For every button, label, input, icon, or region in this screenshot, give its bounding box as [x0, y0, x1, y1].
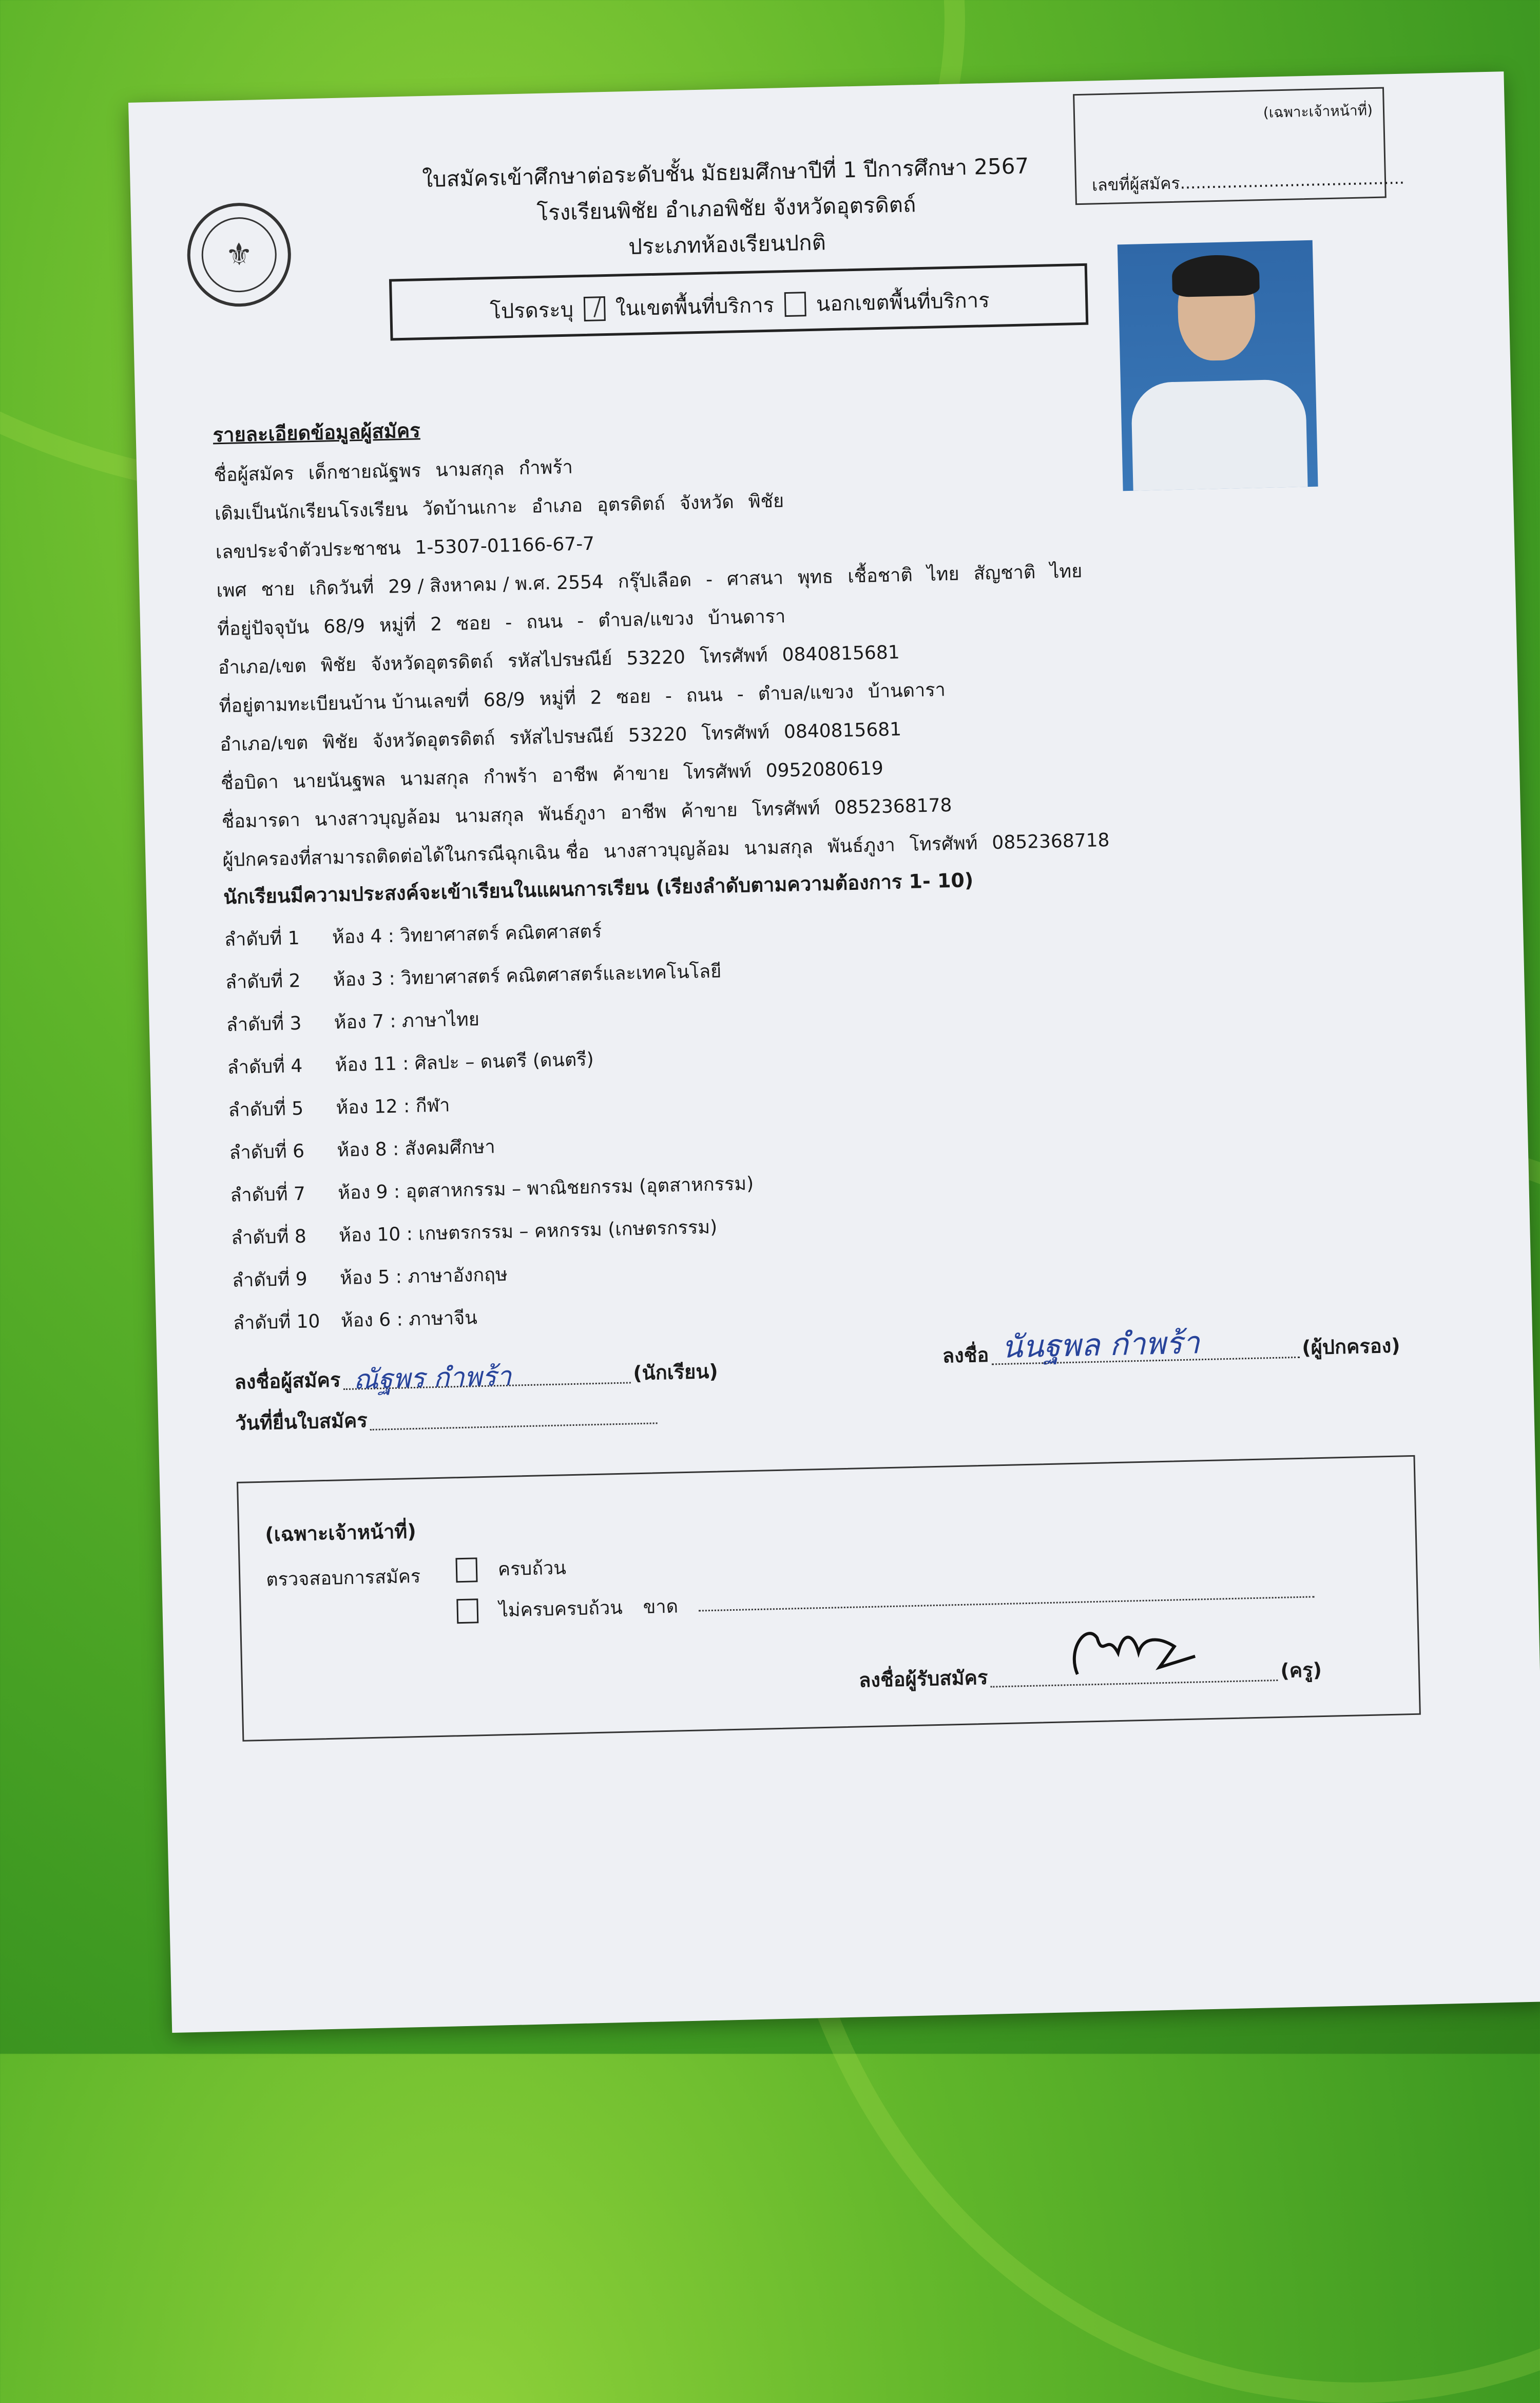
preference-item	[227, 1044, 594, 1082]
complete-checkbox[interactable]	[455, 1557, 477, 1582]
preference-rank: ลำดับที่ 8	[230, 1226, 307, 1249]
detail-text: ค้าขาย	[612, 762, 669, 785]
detail-text: 0952080619	[765, 757, 884, 782]
applicant-signature: ณัฐพร กำพร้า	[353, 1361, 512, 1396]
details-title: รายละเอียดข้อมูลผู้สมัคร	[213, 419, 421, 447]
class-type: ประเภทห้องเรียนปกติ	[628, 230, 826, 259]
detail-text: กรุ๊ปเลือด	[618, 569, 692, 593]
detail-line	[220, 753, 898, 797]
applicant-signature-field[interactable]	[343, 1361, 630, 1396]
incomplete-label: ไม่ครบครบถ้วน	[498, 1597, 623, 1622]
detail-text: อำเภอ/เขต	[218, 655, 307, 679]
applicant-signature-row	[234, 1356, 718, 1398]
detail-text: 2	[430, 614, 442, 635]
detail-text: โทรศัพท์	[683, 760, 752, 784]
office-check-title: (เฉพาะเจ้าหน้าที่)	[264, 1520, 417, 1546]
date-row	[235, 1398, 658, 1439]
office-use-box	[1073, 87, 1405, 205]
preference-item	[231, 1212, 718, 1252]
guardian-signature: นันฐพล กำพร้า	[1001, 1325, 1200, 1366]
detail-text: นางสาวบุญล้อม	[314, 806, 441, 831]
in-area-label: ในเขตพื้นที่บริการ	[615, 293, 775, 321]
preference-rank: ลำดับที่ 7	[229, 1183, 306, 1207]
detail-text: 29 / สิงหาคม / พ.ศ. 2554	[388, 571, 604, 598]
receiver-signature	[1056, 1615, 1211, 1690]
preference-item	[225, 956, 722, 997]
detail-text: กำพร้า	[518, 456, 573, 479]
detail-text: ศาสนา	[726, 567, 784, 590]
detail-text: โทรศัพท์	[699, 645, 768, 668]
date-field[interactable]	[370, 1413, 658, 1431]
detail-text: สัญชาติ	[973, 562, 1036, 584]
detail-text: 1-5307-01166-67-7	[414, 533, 595, 559]
detail-line	[220, 714, 916, 759]
detail-text: จังหวัดอุตรดิตถ์	[370, 651, 494, 675]
preference-room: ห้อง 7 : ภาษาไทย	[334, 1008, 480, 1034]
detail-text: อาชีพ	[551, 764, 599, 787]
check-label: ตรวจสอบการสมัคร	[265, 1566, 421, 1591]
detail-text: อำเภอ/เขต	[219, 732, 309, 756]
detail-text: จังหวัดอุตรดิตถ์	[372, 728, 495, 752]
preference-room: ห้อง 9 : อุตสาหกรรม – พาณิชยกรรม (อุตสาหกรรม)	[337, 1173, 754, 1204]
preference-rank: ลำดับที่ 4	[227, 1055, 303, 1079]
detail-text: พุทธ	[797, 566, 834, 588]
detail-text: พิชัย	[322, 731, 359, 753]
detail-text: ชื่อผู้สมัคร	[214, 463, 295, 486]
detail-text: นามสกุล	[435, 458, 505, 481]
detail-text: -	[665, 685, 672, 707]
preference-room: ห้อง 6 : ภาษาจีน	[340, 1307, 478, 1332]
applicant-signature-label: ลงชื่อผู้สมัคร	[234, 1368, 341, 1394]
preference-rank: ลำดับที่ 10	[233, 1311, 320, 1334]
detail-text: ชื่อมารดา	[221, 809, 301, 833]
date-label: วันที่ยื่นใบสมัคร	[235, 1409, 368, 1435]
detail-text: ไทย	[1049, 561, 1083, 583]
in-area-checkbox[interactable]	[584, 296, 606, 321]
out-area-label: นอกเขตพื้นที่บริการ	[816, 289, 990, 316]
preference-rank: ลำดับที่ 2	[225, 970, 301, 994]
preference-item	[224, 917, 602, 955]
detail-text: พันธ์ภูงา	[827, 834, 896, 857]
preference-rank: ลำดับที่ 6	[228, 1140, 305, 1164]
preference-item	[229, 1132, 495, 1167]
detail-text: ผู้ปกครองที่สามารถติดต่อได้ในกรณีฉุกเฉิน ชื่อ	[222, 842, 590, 871]
preference-rank: ลำดับที่ 9	[232, 1268, 308, 1291]
detail-text: เด็กชายณัฐพร	[308, 460, 421, 484]
guardian-role: (ผู้ปกครอง)	[1301, 1334, 1401, 1359]
preference-room: ห้อง 3 : วิทยาศาสตร์ คณิตศาสตร์และเทคโนโลยี	[333, 961, 722, 991]
detail-text: โทรศัพท์	[752, 797, 820, 821]
detail-text: ชาย	[261, 578, 295, 601]
detail-text: บ้านดารา	[868, 679, 946, 702]
incomplete-checkbox[interactable]	[456, 1598, 478, 1624]
school-emblem-icon: ⚜	[201, 217, 277, 293]
receiver-label: ลงชื่อผู้รับสมัคร	[858, 1666, 988, 1692]
detail-text: พันธ์ภูงา	[538, 803, 607, 826]
detail-text: 0840815681	[783, 719, 902, 743]
preference-item	[230, 1169, 754, 1210]
detail-text: ถนน	[686, 684, 723, 707]
preference-room: ห้อง 12 : กีฬา	[336, 1095, 450, 1119]
detail-text: นามสกุล	[399, 767, 470, 790]
preference-rank: ลำดับที่ 3	[226, 1013, 302, 1036]
detail-text: -	[576, 611, 584, 632]
detail-text: จังหวัด	[679, 491, 735, 514]
detail-text: -	[737, 684, 744, 705]
detail-line	[215, 486, 799, 528]
preference-item	[228, 1090, 450, 1124]
detail-text: หมู่ที่	[539, 688, 576, 710]
detail-text: อุตรดิตถ์	[596, 493, 666, 516]
detail-text: 68/9	[483, 689, 526, 711]
detail-text: ที่อยู่ตามทะเบียนบ้าน บ้านเลขที่	[219, 690, 470, 717]
detail-text: บ้านดารา	[707, 606, 786, 629]
form-title: ใบสมัครเข้าศึกษาต่อระดับชั้น มัธยมศึกษาปีที่ 1 ปีการศึกษา 2567	[422, 153, 1029, 193]
guardian-signature-field[interactable]	[991, 1325, 1299, 1366]
detail-text: 2	[590, 687, 603, 709]
preference-item	[226, 1004, 479, 1039]
out-area-checkbox[interactable]	[784, 292, 806, 317]
detail-text: ตำบล/แขวง	[758, 681, 854, 705]
office-use-label: (เฉพาะเจ้าหน้าที่)	[1263, 102, 1373, 121]
detail-text: 0852368178	[834, 794, 952, 819]
detail-text: 68/9	[323, 615, 365, 638]
school-name: โรงเรียนพิชัย อำเภอพิชัย จังหวัดอุตรดิตถ์	[536, 192, 916, 225]
detail-text: พิชัย	[320, 654, 357, 676]
application-form	[128, 71, 1540, 2033]
detail-text: หมู่ที่	[379, 614, 416, 637]
detail-text: ตำบล/แขวง	[598, 608, 694, 632]
detail-text: ไทย	[927, 563, 960, 585]
preference-rank: ลำดับที่ 5	[228, 1098, 304, 1121]
school-seal	[186, 202, 293, 308]
detail-text: รหัสไปรษณีย์	[509, 725, 614, 749]
detail-text: เพศ	[216, 580, 247, 602]
detail-text: 53220	[628, 723, 687, 747]
detail-text: 53220	[626, 646, 686, 670]
detail-text: ที่อยู่ปัจจุบัน	[217, 617, 310, 640]
receiver-signature-field[interactable]	[990, 1670, 1278, 1688]
detail-text: โทรศัพท์	[701, 721, 770, 745]
guardian-signature-row	[942, 1325, 1401, 1371]
receiver-role: (ครู)	[1280, 1658, 1322, 1682]
office-check-box	[237, 1455, 1421, 1742]
detail-line	[221, 790, 967, 836]
detail-text: ค้าขาย	[681, 799, 738, 822]
detail-text: ซอย	[456, 613, 491, 635]
detail-line	[218, 637, 914, 682]
detail-text: กำพร้า	[483, 766, 538, 788]
detail-text: -	[705, 569, 713, 590]
detail-text: นามสกุล	[454, 804, 525, 827]
detail-text: เดิมเป็นนักเรียนโรงเรียน	[214, 499, 409, 525]
detail-line	[214, 452, 588, 489]
detail-text: นางสาวบุญล้อม	[603, 838, 730, 863]
detail-text: เกิดวันที่	[309, 577, 374, 600]
detail-text: 0852368718	[991, 830, 1110, 854]
preference-rank: ลำดับที่ 1	[224, 927, 300, 951]
detail-text: นามสกุล	[744, 836, 814, 860]
preference-room: ห้อง 8 : สังคมศึกษา	[336, 1136, 496, 1161]
detail-text: ซอย	[616, 686, 651, 708]
detail-text: เลขประจำตัวประชาชน	[215, 538, 401, 563]
preference-item	[233, 1303, 477, 1338]
area-choice-box	[389, 263, 1088, 341]
preference-room: ห้อง 5 : ภาษาอังกฤษ	[339, 1264, 508, 1289]
detail-text: อาชีพ	[620, 801, 667, 824]
detail-text: รหัสไปรษณีย์	[507, 648, 612, 672]
missing-label: ขาด	[643, 1596, 679, 1618]
detail-line	[217, 601, 800, 644]
detail-text: ถนน	[526, 611, 563, 633]
preference-room: ห้อง 4 : วิทยาศาสตร์ คณิตศาสตร์	[332, 921, 602, 948]
detail-line	[219, 675, 960, 721]
preferences-title: นักเรียนมีความประสงค์จะเข้าเรียนในแผนการเรียน (เรียงลำดับตามความต้องการ 1- 10)	[223, 869, 974, 909]
detail-text: -	[505, 612, 512, 634]
applicant-photo	[1118, 240, 1318, 491]
preference-room: ห้อง 10 : เกษตรกรรม – คหกรรม (เกษตรกรรม)	[338, 1216, 718, 1247]
detail-text: อำเภอ	[531, 495, 583, 518]
preference-item	[232, 1260, 508, 1295]
missing-field[interactable]	[699, 1586, 1315, 1611]
detail-text: นายนันฐพล	[293, 769, 386, 793]
area-prompt: โปรดระบุ	[489, 298, 574, 324]
complete-label: ครบถ้วน	[497, 1557, 567, 1580]
detail-text: เชื้อชาติ	[847, 564, 913, 587]
applicant-number: เลขที่ผู้สมัคร...........................................	[1091, 168, 1405, 195]
detail-line	[215, 528, 609, 566]
preference-room: ห้อง 11 : ศิลปะ – ดนตรี (ดนตรี)	[335, 1048, 594, 1076]
guardian-signature-label: ลงชื่อ	[942, 1343, 989, 1367]
detail-text: พิชัย	[748, 490, 784, 512]
detail-text: ชื่อบิดา	[220, 771, 279, 794]
detail-text: โทรศัพท์	[909, 832, 978, 855]
detail-text: 0840815681	[782, 642, 900, 666]
detail-text: วัดบ้านเกาะ	[422, 497, 517, 520]
applicant-role: (นักเรียน)	[632, 1360, 719, 1385]
